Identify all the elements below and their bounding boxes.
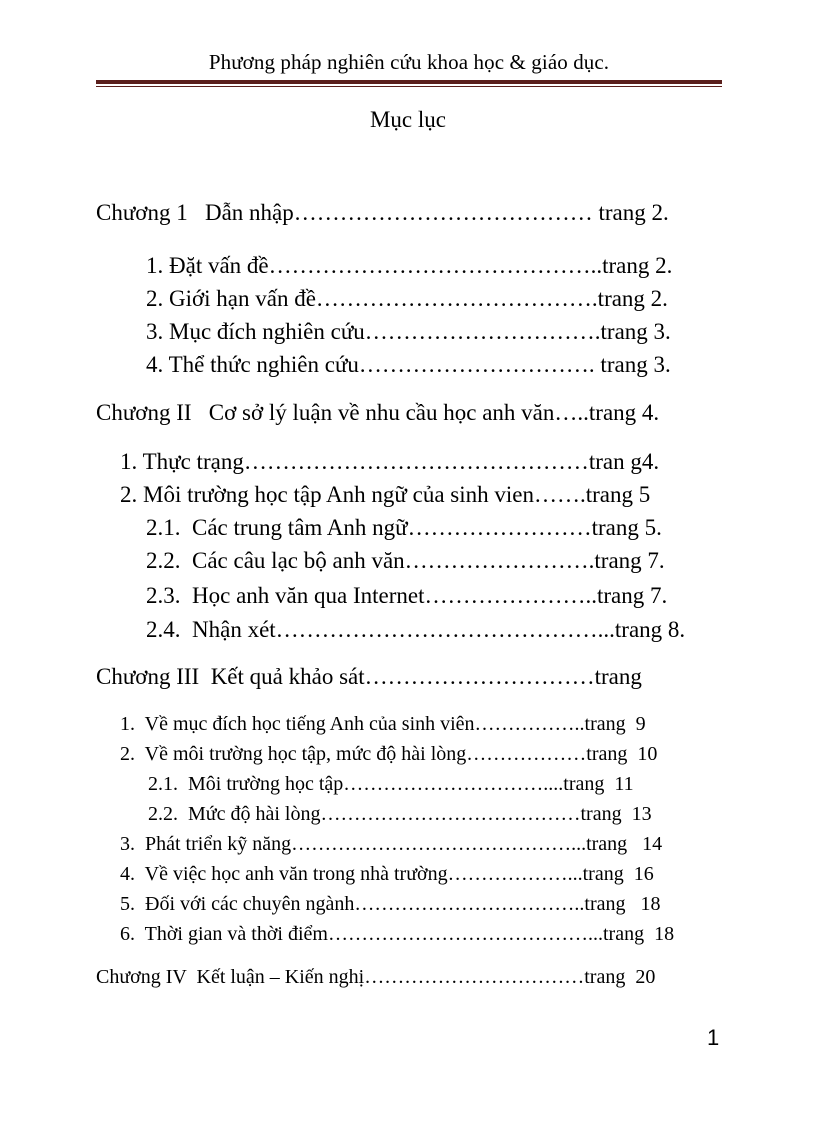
toc-subentry: 2.3. Học anh văn qua Internet…………………..trang 7. [146,583,668,608]
toc-subentry: 2.4. Nhận xét……………………………………...trang 8. [146,617,686,642]
toc-entry: 6. Thời gian và thời điểm…………………………………...trang 18 [120,923,675,945]
toc-entry: 4. Về việc học anh văn trong nhà trường………………...trang 16 [120,863,654,885]
toc-title: Mục lục [369,107,446,132]
toc-entry: 1. Đặt vấn đề……………………………………..trang 2. [146,253,673,278]
toc-chapter-2: Chương II Cơ sở lý luận về nhu cầu học anh văn…..trang 4. [96,400,660,425]
toc-subentry: 2.1. Môi trường học tập…………………………....trang 11 [148,773,634,795]
toc-entry: 4. Thể thức nghiên cứu…………………………. trang 3. [146,352,671,377]
header-rule-thick [96,80,722,84]
header-rule-thin [96,86,722,87]
toc-subentry: 2.2. Các câu lạc bộ anh văn…………………….trang 7. [146,548,665,573]
toc-entry: 2. Giới hạn vấn đề……………………………….trang 2. [146,286,668,311]
toc-entry: 2. Môi trường học tập Anh ngữ của sinh vien…….trang 5 [120,482,651,507]
toc-chapter-4: Chương IV Kết luận – Kiến nghị……………………………trang 20 [96,966,656,988]
toc-entry: 1. Thực trạng………………………………………tran g4. [120,449,660,474]
toc-chapter-1: Chương 1 Dẫn nhập………………………………… trang 2. [96,200,669,225]
toc-entry: 5. Đối với các chuyên ngành……………………………..trang 18 [120,893,661,915]
toc-entry: 3. Phát triển kỹ năng……………………………………...trang 14 [120,833,663,855]
page-header-title: Phương pháp nghiên cứu khoa học & giáo dục. [208,50,610,74]
toc-entry: 1. Về mục đích học tiếng Anh của sinh viên……………..trang 9 [120,713,646,735]
toc-subentry: 2.2. Mức độ hài lòng…………………………………trang 13 [148,803,652,825]
toc-entry: 2. Về môi trường học tập, mức độ hài lòng………………trang 10 [120,743,658,765]
toc-subentry: 2.1. Các trung tâm Anh ngữ……………………trang 5. [146,515,662,540]
toc-chapter-3: Chương III Kết quả khảo sát…………………………trang [96,664,642,689]
toc-entry: 3. Mục đích nghiên cứu………………………….trang 3. [146,319,671,344]
page-number: 1 [707,1025,720,1050]
